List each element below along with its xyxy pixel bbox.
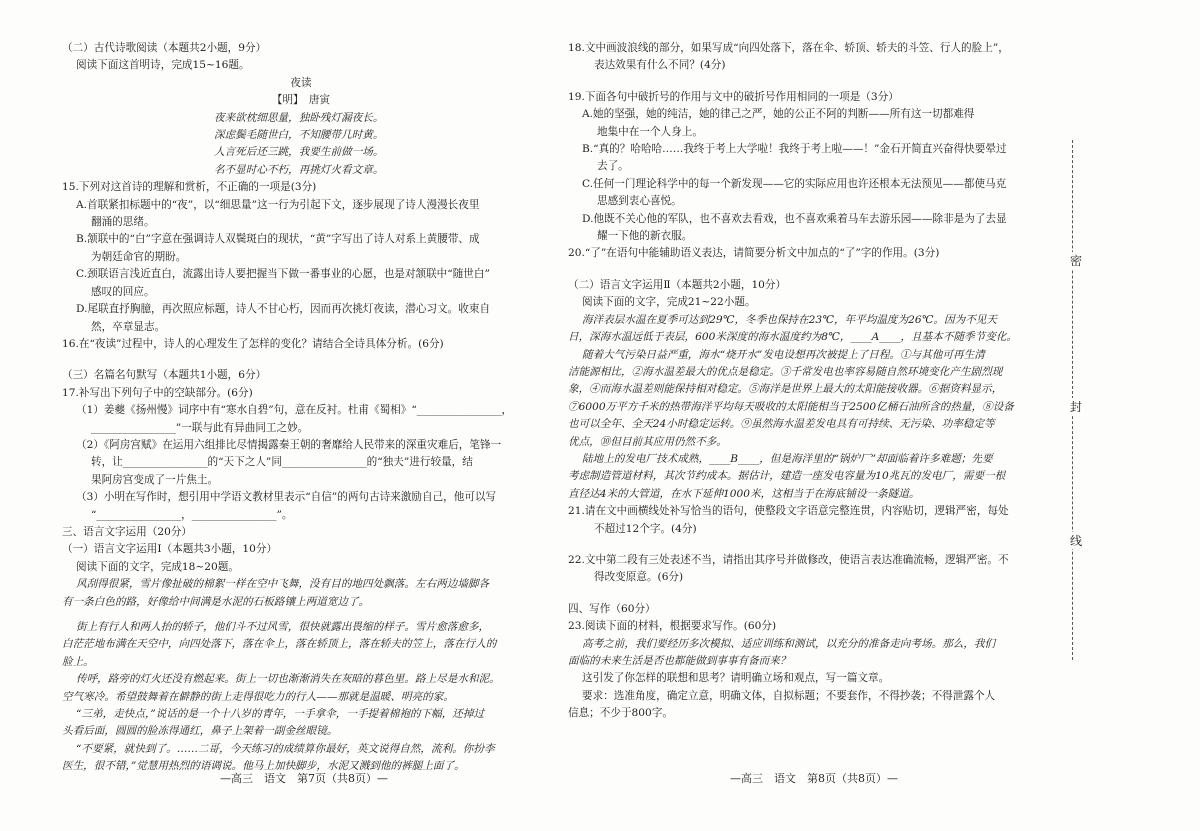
- left-line: 空气寒冷。希望鼓舞着在僻静的街上走得很吃力的行人——那就是温暖、明亮的家。: [62, 690, 454, 703]
- left-line: A.首联紧扣标题中的“夜”，以“细思量”这一行为引起下文，逐步展现了诗人漫漫长夜里: [76, 198, 480, 211]
- left-line: 感叹的回应。: [91, 285, 155, 298]
- right-line: 表达效果有什么不同？(4分): [594, 59, 726, 72]
- right-line: 耀一下他的新衣服。: [597, 230, 693, 243]
- left-line: （1）姜夔《扬州慢》词序中有“寒水自碧”句，意在反衬。杜甫《蜀相》“________________，: [76, 404, 513, 417]
- right-line: 直径达4米的大管道，在水下延伸1000米，这相当于在海底铺设一条隧道。: [568, 487, 920, 500]
- left-line: ________________”一联与此有异曲同工之妙。: [91, 421, 309, 434]
- left-line: 名不显时心不朽，再挑灯火看文章。: [214, 163, 384, 176]
- left-line: “三弟，走快点，”说话的是一个十八岁的青年，一手拿伞，一手提着棉袍的下幅，还掉过: [76, 708, 485, 721]
- right-line: B.“真的？哈哈哈……我终于考上大学啦！我终于考上啦——！”金石开简直兴奋得快要晕过: [582, 143, 1007, 156]
- right-line: 22.文中第二段有三处表述不当，请指出其序号并做修改，使语言表达准确流畅，逻辑严密。不: [568, 553, 1009, 566]
- left-line: 白茫茫地布满在天空中，向四处落下，落在伞上，落在轿顶上，落在轿夫的笠上，落在行人的: [62, 638, 497, 651]
- left-line: 翻涌的思绪。: [91, 216, 155, 229]
- left-line: 夜来欲枕细思量，独卧残灯漏夜长。: [214, 111, 384, 124]
- left-line: 脸上。: [62, 655, 94, 668]
- left-line: “不要紧，就快到了。……二哥，今天练习的成绩算你最好，英文说得自然，流利。你扮李: [76, 742, 495, 755]
- right-line: 随着大气污染日益严重，海水“烧开水”发电设想再次被提上了日程。①与其他可再生清: [582, 348, 985, 361]
- seal-char-feng: 封: [1069, 400, 1082, 414]
- left-line: 转，让________________的“天下之人”同________________的“独夫”进行较量，结: [91, 456, 473, 469]
- left-line: 头看后面，圆圆的脸冻得通红，鼻子上架着一副金丝眼镜。: [62, 725, 338, 738]
- right-line: 也可以全年、全天24小时稳定运转。⑨虽然海水温差发电具有可持续、无污染、功率稳定等: [568, 418, 995, 431]
- left-line: “________________，________________”。: [91, 508, 293, 521]
- left-line: 风刮得很紧，雪片像扯破的棉絮一样在空中飞舞，没有目的地四处飘落。左右两边墙脚各: [76, 578, 490, 591]
- left-line: 人言死后还三跳，我要生前做一场。: [214, 146, 384, 159]
- seal-char-mi: 密: [1069, 254, 1082, 268]
- left-line: （一）语言文字运用Ⅰ（本题共3小题，10分）: [62, 543, 278, 556]
- right-line: 不超过12个字。(4分): [594, 522, 697, 535]
- right-line: 面临的未来生活是否也都能做到事事有备而来？: [568, 655, 791, 667]
- left-line: 【明】 唐寅: [271, 94, 331, 107]
- left-line: （2）《阿房宫赋》在运用六组排比尽情揭露秦王朝的奢靡给人民带来的深重灾难后，笔锋一: [76, 438, 502, 451]
- right-line: 思感到衷心喜悦。: [597, 195, 682, 208]
- right-line: [568, 587, 1056, 601]
- right-line: 象，④而海水温差则能保持相对稳定。⑤海洋是世界上最大的太阳能接收器。⑥据资料显示，: [568, 383, 1003, 396]
- left-line: 果阿房宫变成了一片焦土。: [91, 473, 219, 486]
- left-line: （三）名篇名句默写（本题共1小题，6分）: [62, 369, 267, 382]
- right-column: [568, 40, 1056, 723]
- right-line: 日，深海水温远低于表层，600米深度的海水温度约为8℃，____A____，且基本不随季节变化。: [568, 331, 1018, 344]
- left-line: [62, 611, 540, 619]
- right-line: 高考之前，我们要经历多次模拟、适应训练和测试，以充分的准备走向考场。那么，我们: [582, 637, 996, 650]
- left-line: 街上有行人和两人抬的轿子，他们斗不过风雪，很快就露出畏缩的样子。雪片愈落愈多，: [76, 621, 490, 633]
- left-line: 传呼，路旁的灯火还没有燃起来。街上一切也渐渐消失在灰暗的暮色里。路上尽是水和泥。: [76, 673, 500, 686]
- right-line: 要求：选准角度，确定立意，明确文体，自拟标题；不要套作，不得抄袭；不得泄露个人: [582, 689, 996, 702]
- left-column: [62, 40, 540, 776]
- right-line: 这引发了你怎样的联想和思考？请明确立场和观点，写一篇文章。: [582, 672, 890, 685]
- right-line: 21.请在文中画横线处补写恰当的语句，使整段文字语意完整连贯，内容贴切，逻辑严密，每处: [568, 505, 1009, 518]
- seal-char-xian: 线: [1069, 534, 1082, 548]
- right-line: [568, 75, 1056, 89]
- left-line: 17.补写出下列句子中的空缺部分。(6分): [62, 386, 253, 399]
- right-line: ⑦6000万平方千米的热带海洋平均每天吸收的太阳能相当于2500亿桶石油所含的热量，⑧设备: [568, 400, 1014, 413]
- right-line: 23.阅读下面的材料，根据要求写作。(60分): [568, 620, 777, 633]
- left-line: C.颈联语言浅近直白，流露出诗人要把握当下做一番事业的心愿，也是对颔联中“随世白”: [76, 268, 490, 281]
- right-line: 19.下面各句中破折号的作用与文中的破折号作用相同的一项是（3分）: [568, 90, 899, 103]
- left-line: [62, 353, 540, 367]
- left-line: 15.下列对这首诗的理解和赏析，不正确的一项是(3分): [62, 181, 317, 194]
- right-line: [568, 538, 1056, 552]
- right-line: 20.“了”在语句中能辅助语义表达，请简要分析文中加点的“了”字的作用。(3分): [568, 247, 940, 260]
- left-line: 然，卒章显志。: [91, 320, 166, 333]
- right-line: 信息；不少于800字。: [568, 707, 673, 720]
- left-line: 三、语言文字运用（20分）: [62, 525, 193, 538]
- right-line: 优点，⑩但目前其应用仍然不多。: [568, 435, 727, 448]
- right-line: [568, 263, 1056, 277]
- left-line: （3）小明在写作时，想引用中学语文教材里表示“自信”的两句古诗来激励自己，他可以写: [76, 491, 497, 504]
- footer-page-8: —高三 语文 第8页（共8页）—: [730, 772, 898, 785]
- right-line: D.他既不关心他的军队，也不喜欢去看戏，也不喜欢乘着马车去游乐园——除非是为了去显: [582, 212, 1007, 225]
- left-line: 为朝廷命官的期盼。: [91, 250, 187, 263]
- left-line: 医生，很不错，”觉慧用热烈的语调说。他马上加快脚步，水泥又溅到他的裤腿上面了。: [62, 760, 465, 773]
- left-line: 16.在“夜读”过程中，诗人的心理发生了怎样的变化？请结合全诗具体分析。(6分): [62, 337, 444, 350]
- right-line: 地集中在一个人身上。: [597, 125, 703, 138]
- left-line: 夜读: [290, 76, 312, 89]
- right-line: 陆地上的发电厂技术成熟，____B____，但是海洋里的“锅炉厂”却面临着许多难题；先要: [582, 452, 993, 465]
- left-line: 阅读下面这首明诗，完成15~16题。: [76, 59, 250, 72]
- right-line: 18.文中画波浪线的部分，如果写成“向四处落下，落在伞、轿顶、轿夫的斗笠、行人的脸上”，: [568, 42, 1009, 54]
- left-line: （二）古代诗歌阅读（本题共2小题，9分）: [62, 42, 267, 54]
- left-line: B.颔联中的“白”字意在强调诗人双鬓斑白的现状，“黄”字写出了诗人对系上黄腰带、成: [76, 233, 480, 246]
- left-line: 深虑鬓毛随世白，不知腰带几时黄。: [214, 129, 384, 142]
- right-line: 考虑制造管道材料，其次节约成本。据估计，建造一座发电容量为10兆瓦的发电厂，需要一根: [568, 470, 1006, 483]
- right-line: 得改变原意。(6分): [594, 571, 684, 584]
- right-line: 去了。: [597, 160, 629, 173]
- left-line: D.尾联直抒胸臆，再次照应标题，诗人不甘心朽，因而再次挑灯夜读，潜心习文。收束自: [76, 303, 491, 316]
- right-line: （二）语言文字运用Ⅱ（本题共2小题，10分）: [568, 278, 787, 291]
- right-line: 海洋表层水温在夏季可达到29℃，冬季也保持在23℃，年平均温度为26℃。因为不见天: [582, 313, 997, 326]
- left-line: 阅读下面的文字，完成18~20题。: [76, 560, 239, 573]
- right-line: 洁能源相比，②海水温差最大的优点是稳定。③千常发电也率容易随自然环境变化产生剧烈现: [568, 365, 1003, 378]
- left-line: 有一条白色的路，好像给中间满是水泥的石板路镶上两道宽边了。: [62, 595, 370, 608]
- footer-page-7: —高三 语文 第7页（共8页）—: [220, 772, 388, 785]
- right-line: 阅读下面的文字，完成21~22小题。: [582, 296, 756, 309]
- right-line: C.任何一门理论科学中的每一个新发现——它的实际应用也许还根本无法预见——都使马克: [582, 177, 1007, 190]
- right-line: 四、写作（60分）: [568, 602, 656, 615]
- right-line: A.她的坚强，她的纯洁，她的律己之严，她的公正不阿的判断——所有这一切都难得: [582, 108, 975, 121]
